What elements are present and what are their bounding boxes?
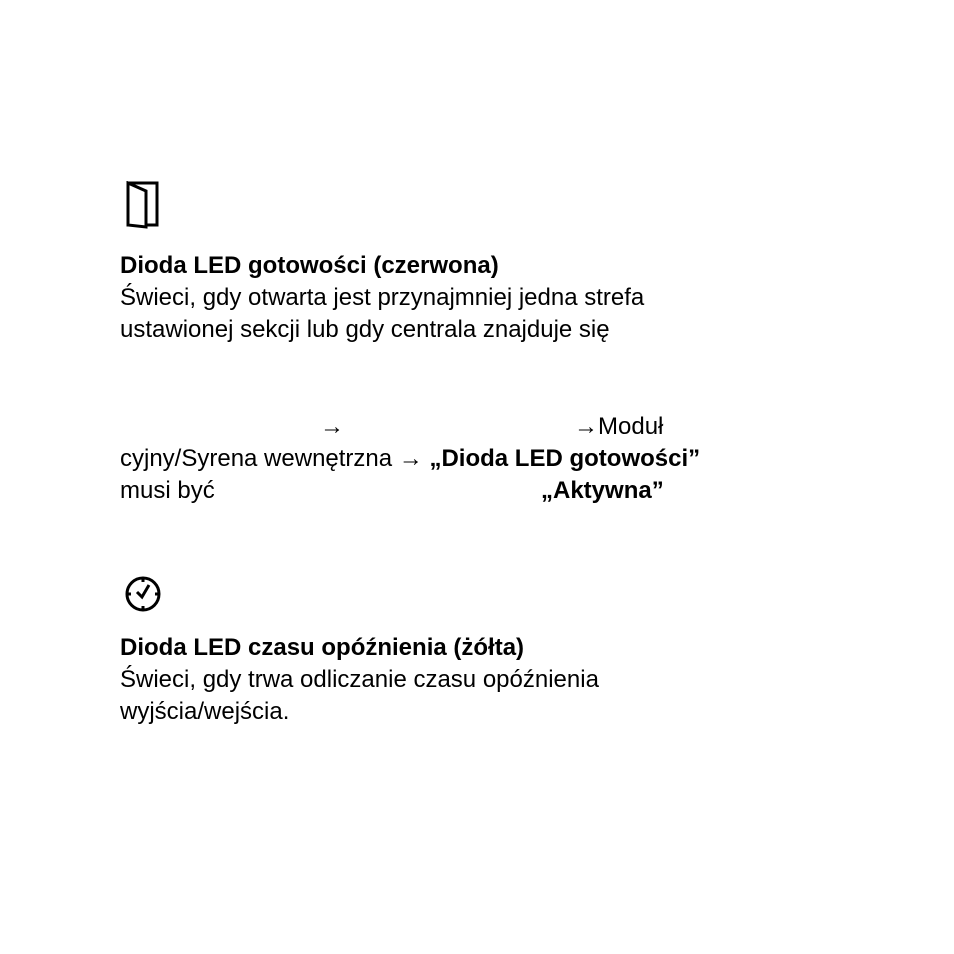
door-icon <box>126 181 160 229</box>
note-arrow-1: → <box>320 413 344 440</box>
ready-led-desc-line2: ustawionej sekcji lub gdy centrala znajduje się <box>120 316 610 343</box>
delay-led-desc-line2: wyjścia/wejścia. <box>120 698 290 725</box>
note-line-2-bold: „Dioda LED gotowości” <box>429 445 701 472</box>
delay-led-desc-line1: Świeci, gdy trwa odliczanie czasu opóźnienia <box>120 666 599 693</box>
note-arrow-module: →Moduł <box>574 413 664 440</box>
note-line-2 <box>120 443 700 475</box>
ready-led-title: Dioda LED gotowości (czerwona) <box>120 252 499 279</box>
note-line-2-text: cyjny/Syrena wewnętrzna → <box>120 445 430 472</box>
ready-led-desc-line1: Świeci, gdy otwarta jest przynajmniej jedna strefa <box>120 284 645 311</box>
clock-icon <box>124 574 164 614</box>
note-line-3-text: musi być <box>120 477 215 504</box>
note-line-3-bold: „Aktywna” <box>541 477 664 504</box>
delay-led-title: Dioda LED czasu opóźnienia (żółta) <box>120 634 525 661</box>
